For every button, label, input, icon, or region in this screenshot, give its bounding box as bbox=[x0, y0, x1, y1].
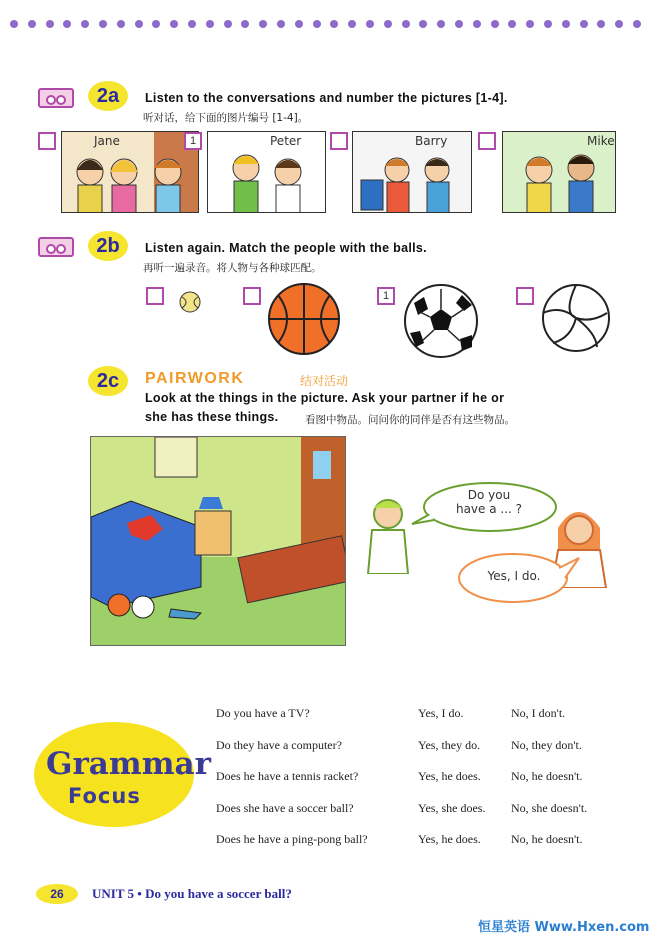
pairwork-title-cn: 结对活动 bbox=[300, 374, 349, 388]
border-dot bbox=[277, 20, 285, 28]
instruction-2a: Listen to the conversations and number the pictures [1-4]. bbox=[145, 91, 508, 105]
border-dot bbox=[437, 20, 445, 28]
number-box-peter[interactable]: 1 bbox=[184, 132, 202, 150]
basketball-icon bbox=[266, 281, 342, 357]
bubble-question-line2: have a ... ? bbox=[455, 502, 523, 516]
border-dot bbox=[330, 20, 338, 28]
grammar-question: Does he have a ping-pong ball? bbox=[216, 832, 368, 846]
instruction-2c-line2: she has these things. bbox=[145, 410, 279, 424]
grammar-yes: Yes, he does. bbox=[418, 769, 481, 783]
border-dot bbox=[366, 20, 374, 28]
volleyball-icon bbox=[541, 283, 611, 353]
bedroom-illustration bbox=[90, 436, 346, 646]
border-dot bbox=[170, 20, 178, 28]
badge-2c: 2c bbox=[88, 366, 128, 396]
grammar-title: Grammar bbox=[46, 746, 211, 782]
instruction-2c-line1: Look at the things in the picture. Ask your partner if he or bbox=[145, 391, 505, 405]
page-number: 26 bbox=[36, 884, 78, 904]
grammar-yes: Yes, he does. bbox=[418, 832, 481, 846]
border-dot bbox=[152, 20, 160, 28]
number-box-volleyball[interactable] bbox=[516, 287, 534, 305]
border-dot bbox=[402, 20, 410, 28]
grammar-yes: Yes, they do. bbox=[418, 737, 481, 752]
border-dot bbox=[562, 20, 570, 28]
border-dot bbox=[81, 20, 89, 28]
border-dot bbox=[508, 20, 516, 28]
focus-title: Focus bbox=[68, 784, 141, 808]
border-dot bbox=[295, 20, 303, 28]
border-dot bbox=[526, 20, 534, 28]
border-dot bbox=[597, 20, 605, 28]
picture-name: Jane bbox=[94, 134, 120, 148]
border-dot bbox=[313, 20, 321, 28]
border-dot bbox=[348, 20, 356, 28]
border-dot bbox=[117, 20, 125, 28]
jane-illustration bbox=[62, 132, 199, 213]
number-box-basketball[interactable] bbox=[243, 287, 261, 305]
number-box-soccer[interactable]: 1 bbox=[377, 287, 395, 305]
unit-title: Do you have a soccer ball? bbox=[145, 886, 292, 901]
border-dot bbox=[419, 20, 427, 28]
instruction-2b-cn: 再听一遍录音。将人物与各种球匹配。 bbox=[143, 262, 322, 274]
border-dot bbox=[28, 20, 36, 28]
grammar-no: No, they don't. bbox=[511, 737, 582, 752]
grammar-yes: Yes, she does. bbox=[418, 800, 486, 815]
border-dot bbox=[99, 20, 107, 28]
unit-heading bbox=[92, 886, 292, 902]
bubble-question-line1: Do you bbox=[467, 488, 511, 502]
grammar-question: Does she have a soccer ball? bbox=[216, 800, 354, 815]
picture-name: Peter bbox=[270, 134, 302, 148]
question-bubble bbox=[426, 488, 552, 528]
instruction-2b: Listen again. Match the people with the balls. bbox=[145, 241, 427, 255]
border-dot bbox=[224, 20, 232, 28]
grammar-no: No, he doesn't. bbox=[511, 769, 583, 783]
border-dot bbox=[615, 20, 623, 28]
cassette-icon bbox=[38, 88, 74, 108]
grammar-question: Do you have a TV? bbox=[216, 706, 310, 720]
instruction-2a-cn: 听对话，给下面的图片编号 [1-4]。 bbox=[143, 112, 309, 124]
grammar-yes: Yes, I do. bbox=[418, 706, 464, 720]
grammar-no: No, he doesn't. bbox=[511, 832, 583, 846]
grammar-question: Do they have a computer? bbox=[216, 737, 342, 752]
border-dot bbox=[46, 20, 54, 28]
number-box-jane[interactable] bbox=[38, 132, 56, 150]
barry-illustration bbox=[353, 132, 472, 213]
cassette-icon bbox=[38, 237, 74, 257]
unit-label: UNIT 5 bbox=[92, 886, 135, 901]
border-dot bbox=[206, 20, 214, 28]
watermark: 恒星英语 Www.Hxen.com bbox=[478, 920, 650, 935]
picture-jane bbox=[61, 131, 199, 213]
instruction-2c-cn: 看图中物品。问问你的同伴是否有这些物品。 bbox=[305, 414, 515, 426]
pairwork-title: PAIRWORK bbox=[145, 370, 245, 387]
border-dot bbox=[188, 20, 196, 28]
dotted-border bbox=[4, 20, 650, 34]
badge-2b: 2b bbox=[88, 231, 128, 261]
grammar-question: Does he have a tennis racket? bbox=[216, 769, 359, 783]
boy-illustration bbox=[364, 494, 414, 574]
picture-name: Barry bbox=[415, 134, 448, 148]
grammar-no: No, she doesn't. bbox=[511, 800, 588, 815]
border-dot bbox=[241, 20, 249, 28]
border-dot bbox=[633, 20, 641, 28]
border-dot bbox=[384, 20, 392, 28]
border-dot bbox=[455, 20, 463, 28]
border-dot bbox=[491, 20, 499, 28]
border-dot bbox=[135, 20, 143, 28]
answer-bubble: Yes, I do. bbox=[470, 569, 558, 589]
grammar-focus-badge bbox=[34, 722, 211, 827]
number-box-tennis[interactable] bbox=[146, 287, 164, 305]
picture-barry bbox=[352, 131, 472, 213]
picture-name: Mike bbox=[587, 134, 615, 148]
border-dot bbox=[544, 20, 552, 28]
soccer-ball-icon bbox=[402, 283, 480, 359]
tennis-ball-icon bbox=[178, 290, 202, 314]
border-dot bbox=[63, 20, 71, 28]
border-dot bbox=[10, 20, 18, 28]
bedroom-scene bbox=[91, 437, 346, 646]
grammar-no: No, I don't. bbox=[511, 706, 566, 720]
picture-peter bbox=[207, 131, 326, 213]
unit-bullet: • bbox=[137, 886, 142, 901]
badge-2a: 2a bbox=[88, 81, 128, 111]
border-dot bbox=[473, 20, 481, 28]
border-dot bbox=[259, 20, 267, 28]
border-dot bbox=[580, 20, 588, 28]
number-box-mike[interactable] bbox=[478, 132, 496, 150]
peter-illustration bbox=[208, 132, 326, 213]
picture-mike bbox=[502, 131, 616, 213]
number-box-barry[interactable] bbox=[330, 132, 348, 150]
